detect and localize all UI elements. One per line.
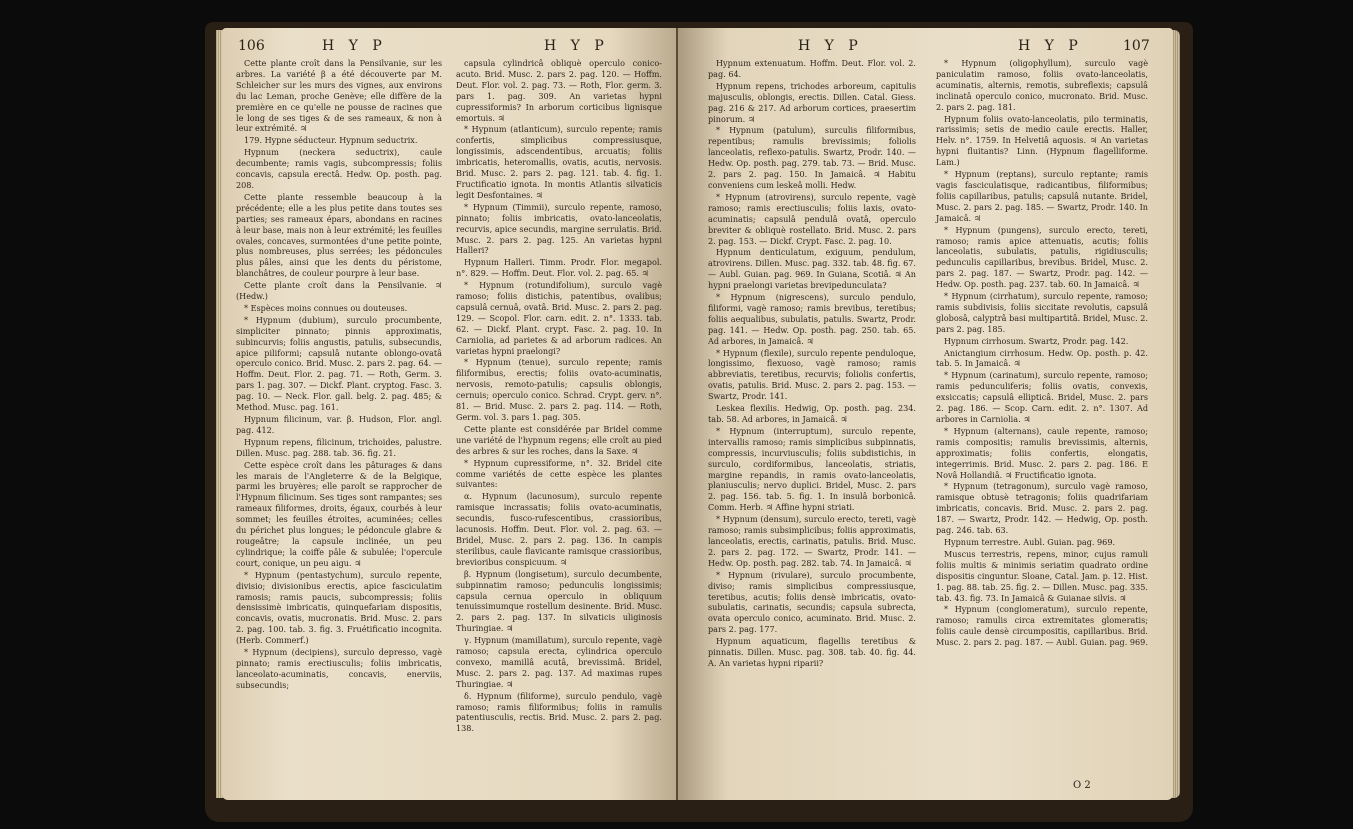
paragraph: Cette plante est considérée par Bridel comme une variété de l'hypnum regens; elle croît au pied des arbres & sur les roches, dans la Saxe. ♃	[456, 423, 662, 456]
paragraph: * Hypnum (conglomeratum), surculo repente, ramoso; ramulis circa extremitates glomeratis; foliis caule densè circumpositis, capillaribus. Brid. Musc. 2. pars 2. pag. 187. — Aubl. Guian. pag. 969.	[936, 604, 1148, 648]
paragraph: Leskea flexilis. Hedwig, Op. posth. pag. 234. tab. 58. Ad arbores, in Jamaicâ. ♃	[708, 403, 916, 424]
paragraph: * Hypnum (tenue), surculo repente; ramis filiformibus, erectis; foliis ovato-acuminatis, nervosis, remoto-patulis; capsulis oblongis, cernuis; operculo conico. Schrad. Crypt. gerv. n°. 81. — Brid. Musc. 2. pars 2. pag. 114. — Roth, Germ. vol. 3. pars 1. pag. 305.	[456, 357, 662, 422]
paragraph: * Hypnum (flexile), surculo repente penduloque, longissimo, flexuoso, vagè ramoso; ramis abbreviatis, teretibus, recurvis; foliolis confertis, ovatis, patulis. Brid. Musc. 2. pars 2. pag. 153. — Swartz, Prodr. 141.	[708, 347, 916, 402]
paragraph: Anictangium cirrhosum. Hedw. Op. posth. p. 42. tab. 5. In Jamaicâ. ♃	[936, 347, 1148, 369]
signature-mark: O 2	[1073, 780, 1091, 791]
paragraph: * Hypnum (densum), surculo erecto, tereti, vagè ramoso; ramis subsimplicibus; foliis approximatis, lanceolatis, erectis, carinatis, patulis. Brid. Musc. 2. pars 2. pag. 172. — Swartz, Prodr. 141. — Hedw. Op. posth. pag. 282. tab. 74. In Jamaicâ. ♃	[708, 514, 916, 568]
paragraph: * Hypnum (rotundifolium), surculo vagè ramoso; foliis distichis, patentibus, ovalibus; capsulâ cernuâ, ovatâ. Brid. Musc. 2. pars 2. pag. 129. — Scopol. Flor. carn. edit. 2. n°. 1333. tab. 62. — Dickf. Plant. crypt. Fasc. 2. pag. 10. In Carniolia, ad parietes & ad arborum radices. An varietas hypni praelongi?	[456, 280, 662, 356]
paragraph: Hypnum filicinum, var. β. Hudson, Flor. angl. pag. 412.	[236, 414, 442, 435]
paragraph: Hypnum extenuatum. Hoffm. Deut. Flor. vol. 2. pag. 64.	[708, 58, 916, 79]
paragraph: * Hypnum (pentastychum), surculo repente, divisio; divisionibus erectis, apice fasciculatim ramosis; ramis paucis, subcompressis; foliis densissimè imbricatis, quinquefariam dispositis, concavis, ovatis, mucronatis. Brid. Musc. 2. pars 2. pag. 100. tab. 3. fig. 3. Fruétificatio incognita. (Herb. Commerf.)	[236, 569, 442, 646]
page-number: 107	[1123, 38, 1150, 54]
paragraph: * Hypnum cupressiforme, n°. 32. Bridel cite comme variétés de cette espèce les plantes suivantes:	[456, 457, 662, 490]
paragraph: Cette plante croît dans la Pensilvanie. ♃ (Hedw.)	[236, 280, 442, 302]
paragraph: 179. Hypne séducteur. Hypnum seductrix.	[244, 135, 418, 146]
running-head: H Y P	[322, 38, 387, 54]
paragraph: β. Hypnum (longisetum), surculo decumbente, subpinnatim ramoso; pedunculis longissimis; capsula cernua operculo in obliquum tenuissimumque rostellum desinente. Brid. Musc. 2. pars 2. pag. 137. In silvaticis uliginosis Thuringiae. ♃	[456, 568, 662, 634]
paragraph: * Hypnum (Timmii), surculo repente, ramoso, pinnato; foliis imbricatis, ovato-lanceolatis, recurvis, apice secundis, margine serrulatis. Brid. Musc. 2. pars 2. pag. 125. An varietas hypni Halleri?	[456, 201, 662, 256]
right-page	[678, 28, 1173, 800]
paragraph: * Hypnum (tetragonum), surculo vagè ramoso, ramisque obtusè tetragonis; foliis quadrifariam imbricatis, concavis. Brid. Musc. 2. pars 2. pag. 187. — Swartz, Prodr. 142. — Hedwig, Op. posth. pag. 246. tab. 63.	[936, 481, 1148, 536]
paragraph: Muscus terrestris, repens, minor, cujus ramuli foliis multis & minimis seriatim quadrato ordine dispositis cinguntur. Sloane, Catal. Jam. p. 12. Hist. 1. pag. 88. tab. 25. fig. 2. — Dillen. Musc. pag. 335. tab. 43. fig. 73. In Jamaicâ & Guianae silvis. ♃	[936, 548, 1148, 603]
text-column-left	[708, 58, 916, 670]
paragraph: Hypnum cirrhosum. Swartz, Prodr. pag. 142.	[944, 335, 1129, 346]
paragraph: Cette plante ressemble beaucoup à la précédente; elle a les plus petite dans toutes ses parties; ses rameaux épars, abondans en racines à leur base, mais non à leur extrémité; les feuilles ovales, concaves, surmontées d'une petite pointe, plus nombreuses, plus serrées; les pédoncules plus pâles, ainsi que les dents du péristome, blanchâtres, de couleur pourpre à leur base.	[236, 191, 442, 279]
paragraph: Hypnum repens, filicinum, trichoides, palustre. Dillen. Musc. pag. 288. tab. 36. fig. 21.	[236, 436, 442, 458]
paragraph: * Hypnum (alternans), caule repente, ramoso; ramis compositis; ramulis brevissimis, alternis, approximatis; foliis confertis, elongatis, integerrimis. Brid. Musc. 2. pars 2. pag. 186. E Novâ Hollandiâ. ♃ Fructificatio ignota.	[936, 425, 1148, 480]
paragraph: Hypnum aquaticum, flagellis teretibus & pinnatis. Dillen. Musc. pag. 308. tab. 40. fig. 44. A. An varietas hypni riparii?	[708, 636, 916, 668]
paragraph: * Hypnum (atlanticum), surculo repente; ramis confertis, simplicibus compressiusque, longissimis, adscendentibus, arcuatis; foliis imbricatis, heteromallis, ovatis, acutis, nervosis. Brid. Musc. 2. pars 2. pag. 121. tab. 4. fig. 1. Fructificatio ignota. In montis Atlantis silvaticis legit Desfontaines. ♃	[456, 124, 662, 200]
paragraph: Hypnum foliis ovato-lanceolatis, pilo terminatis, rarissimis; setis de medio caule erectis. Haller, Helv. n°. 1759. In Helvetiâ aquosis. ♃ An varietas hypni fluitantis? Linn. (Hypnum flagelliforme. Lam.)	[936, 113, 1148, 168]
paragraph: * Hypnum (patulum), surculis filiformibus, repentibus; ramulis brevissimis; foliolis lanceolatis, reflexo-patulis. Swartz, Prodr. 140. — Hedw. Op. posth. pag. 279. tab. 73. — Brid. Musc. 2. pars 2. pag. 150. In Jamaicâ. ♃ Habitu conveniens cum leskeâ molli. Hedw.	[708, 125, 916, 190]
paragraph: * Hypnum (atrovirens), surculo repente, vagè ramoso; ramis erectiusculis; foliis laxis, ovato-acuminatis; capsulâ pendulâ ovatâ, operculo breviter & obliquè rostellato. Brid. Musc. 2. pars 2. pag. 153. — Dickf. Crypt. Fasc. 2. pag. 10.	[708, 191, 916, 246]
paragraph: Hypnum Halleri. Timm. Prodr. Flor. megapol. n°. 829. — Hoffm. Deut. Flor. vol. 2. pag. 65. ♃	[456, 257, 662, 279]
paragraph: * Hypnum (oligophyllum), surculo vagè paniculatim ramoso, foliis ovato-lanceolatis, acuminatis, alternis, remotis, subreflexis; capsulâ inclinatâ operculo conico, mucronato. Brid. Musc. 2. pars 2. pag. 181.	[936, 58, 1148, 112]
paragraph: * Hypnum (carinatum), surculo repente, ramoso; ramis pedunculiferis; foliis ovatis, convexis, exsiccatis; capsulâ ellipticâ. Bridel, Musc. 2. pars 2. pag. 186. — Scop. Carn. edit. 2. n°. 1307. Ad arbores in Carniolia. ♃	[936, 370, 1148, 424]
running-head: H Y P	[798, 38, 863, 54]
paragraph: * Hypnum (dubium), surculo procumbente, simpliciter pinnato; pinnis approximatis, subincurvis; foliis angustis, patulis, subsecundis, apice piliformi; capsulâ nutante oblongo-ovatâ operculo conico. Brid. Musc. 2. pars 2. pag. 64. — Hoffm. Deut. Flor. 2. pag. 71. — Roth, Germ. 3. pars 1. pag. 307. — Dickf. Plant. cryptog. Fasc. 3. pag. 10. — Neck. Flor. gall. belg. 2. pag. 485; & Method. Musc. pag. 161.	[236, 314, 442, 413]
paragraph: Hypnum (neckera seductrix), caule decumbente; ramis vagis, subcompressis; foliis concavis, capsula erectâ. Hedw. Op. posth. pag. 208.	[236, 147, 442, 190]
text-column-right	[456, 58, 662, 735]
paragraph: α. Hypnum (lacunosum), surculo repente ramisque incrassatis; foliis ovato-acuminatis, secundis, fusco-rufescentibus, crassioribus, lacunosis. Hoffm. Deut. Flor. vol. 2. pag. 63. — Bridel, Musc. 2. pars 2. pag. 136. In campis sterilibus, caule flavicante ramisque crassioribus, brevioribus conspicuum. ♃	[456, 491, 662, 567]
text-column-left	[236, 58, 442, 692]
paragraph: * Hypnum (decipiens), surculo depresso, vagè pinnato; ramis erectiusculis; foliis imbricatis, lanceolato-acuminatis, concavis, enerviis, subsecundis;	[236, 647, 442, 690]
paragraph: Cette plante croît dans la Pensilvanie, sur les arbres. La variété β a été découverte par M. Schleicher sur les murs des vignes, aux environs du lac Leman, proche Genève; elle diffère de la première en ce qu'elle ne pousse de racines que le long de ses tiges & de ses rameaux, & non à leur extrémité. ♃	[236, 58, 442, 134]
paragraph: capsula cylindricâ obliquè operculo conico-acuto. Brid. Musc. 2. pars 2. pag. 120. — Hoffm. Deut. Flor. vol. 2. pag. 73. — Roth, Flor. germ. 3. pars 1. pag. 309. An varietas hypni cupressiformis? In arborum corticibus lignisque emortuis. ♃	[456, 58, 662, 123]
paragraph: * Hypnum (pungens), surculo erecto, tereti, ramoso; ramis apice attenuatis, acutis; foliis lanceolatis, subulatis, patulis, rigidiusculis; pedunculis capillaribus, brevibus. Bridel, Musc. 2. pars 2. pag. 187. — Swartz, Prodr. pag. 142. — Hedw. Op. posth. pag. 237. tab. 60. In Jamaicâ. ♃	[936, 224, 1148, 290]
left-page	[222, 28, 678, 800]
running-head: H Y P	[1018, 38, 1083, 54]
paragraph: Hypnum repens, trichodes arboreum, capitulis majusculis, oblongis, erectis. Dillen. Catal. Giess. pag. 216 & 217. Ad arborum cortices, praesertim pinorum. ♃	[708, 80, 916, 124]
paragraph: * Hypnum (cirrhatum), surculo repente, ramoso; ramis subdivisis, foliis siccitate revolutis, capsulâ globosâ, calyptrâ basi multipartitâ. Bridel, Musc. 2. pars 2. pag. 185.	[936, 291, 1148, 334]
paragraph: Cette espèce croît dans les pâturages & dans les marais de l'Angleterre & de la Belgique, parmi les bruyères; elle paroît se rapprocher de l'Hypnum filicinum. Ses tiges sont rampantes; ses rameaux filiformes, droits, égaux, courbés à leur sommet; les feuilles étroites, acuminées; celles du périchet plus longues; le pédoncule glabre & rougeâtre; la capsule inclinée, un peu cylindrique; la coiffe pâle & subulée; l'opercule court, conique, un peu aigu. ♃	[236, 459, 442, 568]
paragraph: * Hypnum (nigrescens), surculo pendulo, filiformi, vagè ramoso; ramis brevibus, teretibus; foliis aequalibus, subulatis, patulis. Swartz, Prodr. pag. 141. — Hedw. Op. posth. pag. 250. tab. 65. Ad arbores, in Jamaicâ. ♃	[708, 292, 916, 346]
paragraph: δ. Hypnum (filiforme), surculo pendulo, vagè ramoso; ramis filiformibus; foliis in ramulis patentiusculis, rectis. Brid. Musc. 2. pars 2. pag. 138.	[456, 690, 662, 734]
text-column-right	[936, 58, 1148, 649]
paragraph: γ. Hypnum (mamillatum), surculo repente, vagè ramoso; capsula erecta, cylindrica operculo convexo, mamillâ acutâ, brevissimâ. Bridel, Musc. 2. pars 2. pag. 137. Ad maximas rupes Thuringiae. ♃	[456, 635, 662, 689]
paragraph: Hypnum denticulatum, exiguum, pendulum, atrovirens. Dillen. Musc. pag. 332. tab. 48. fig. 67. — Aubl. Guian. pag. 969. In Guiana, Scotiâ. ♃ An hypni praelongi varietas brevipedunculata?	[708, 247, 916, 291]
paragraph: * Espèces moins connues ou douteuses.	[244, 302, 408, 313]
paragraph: Hypnum terrestre. Aubl. Guian. pag. 969.	[944, 536, 1116, 547]
page-number: 106	[238, 38, 265, 54]
paragraph: * Hypnum (reptans), surculo reptante; ramis vagis fasciculatisque, radicantibus, filiformibus; foliis capillaribus, patulis; capsulâ nutante. Bridel, Musc. 2. pars 2. pag. 185. — Swartz, Prodr. 140. In Jamaicâ. ♃	[936, 169, 1148, 223]
paragraph: * Hypnum (interruptum), surculo repente, intervallis ramoso; ramis simplicibus subpinnatis, compressis, incurviusculis; foliis subdistichis, in surculo, cordiformibus, lanceolatis, striatis, margine repandis, in ramis ovato-lanceolatis, planiusculis; nervo duplici. Bridel, Musc. 2. pars 2. pag. 156. tab. 5. fig. 1. In insulâ borbonicâ. Comm. Herb. ♃ Affine hypni striati.	[708, 425, 916, 513]
running-head: H Y P	[544, 38, 609, 54]
paragraph: * Hypnum (rivulare), surculo procumbente, diviso; ramis simplicibus compressiusque, teretibus, acutis; foliis densè imbricatis, ovato-subulatis, carinatis, secundis; capsula subrecta, ovata operculo conico, acuminato. Brid. Musc. 2. pars 2. pag. 177.	[708, 569, 916, 635]
